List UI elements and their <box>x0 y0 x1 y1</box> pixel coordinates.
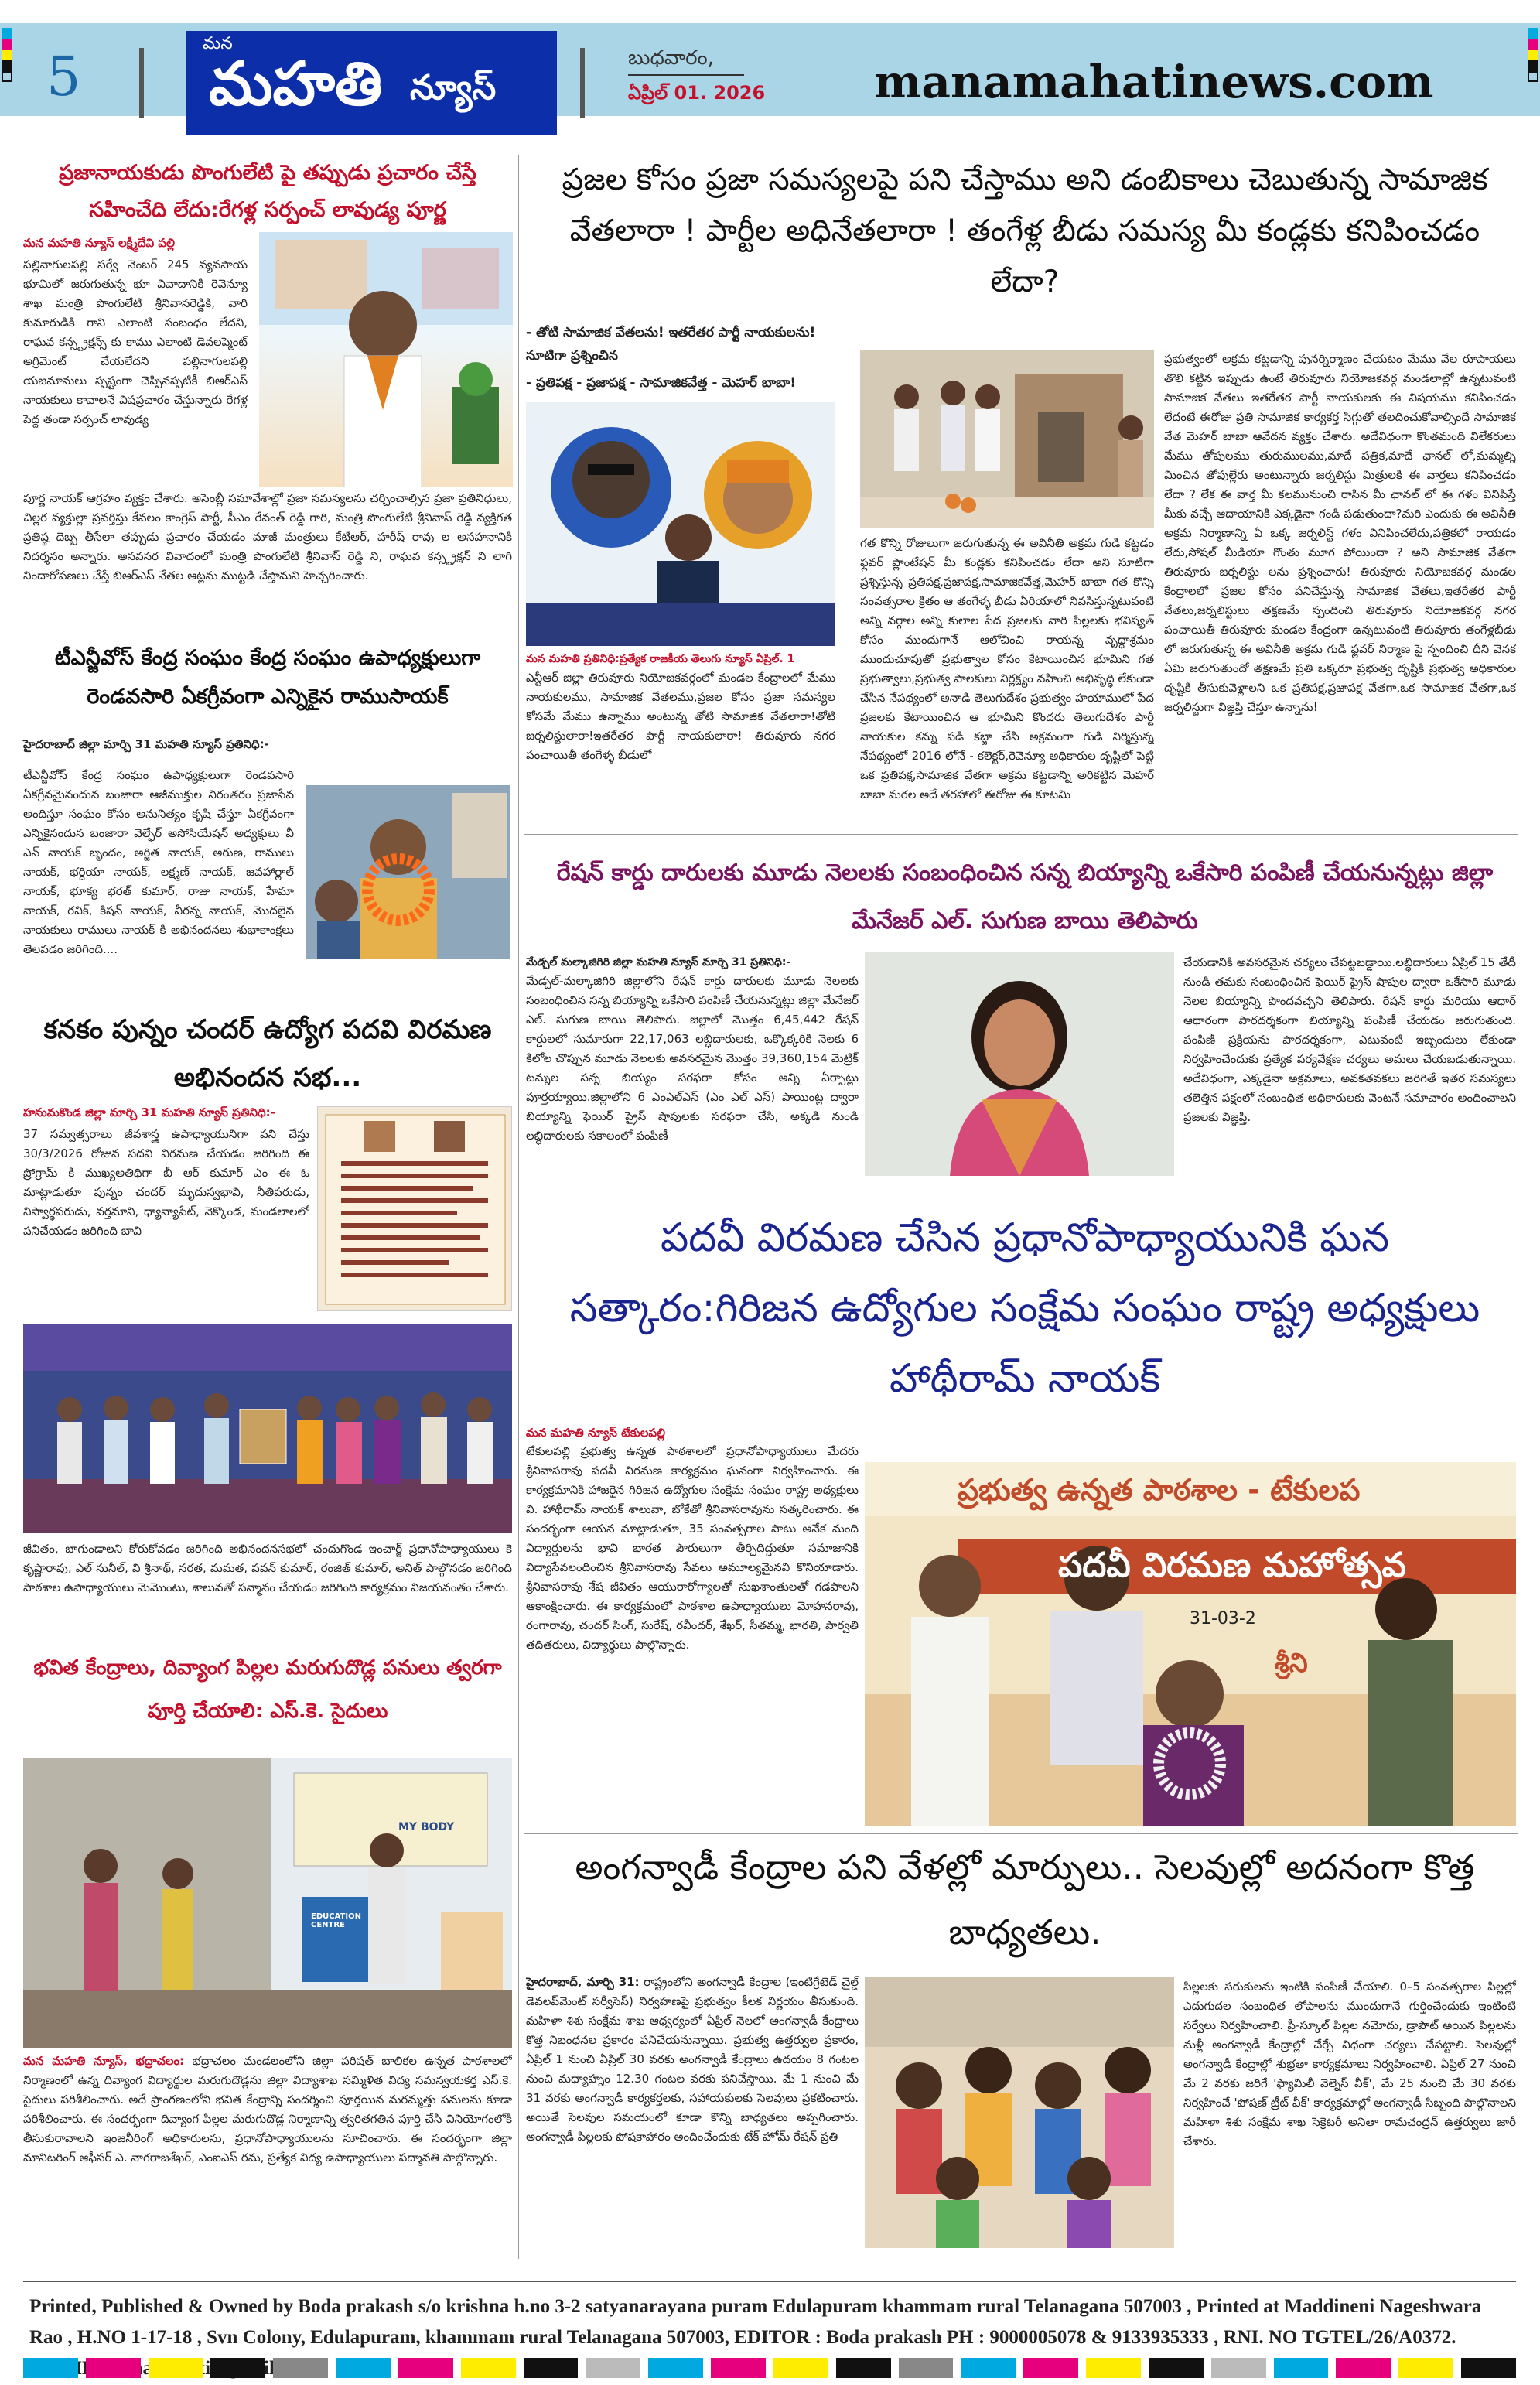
headline-headmaster-honour: పదవీ విరమణ చేసిన ప్రధానోపాధ్యాయునికి ఘన సత్కారం:గిరిజన ఉద్యోగుల సంక్షేమ సంఘం రాష్ట్ర అధ్యక్షులు హాథీరామ్ నాయక్ <box>569 1215 1480 1402</box>
footer-rule <box>23 2281 1516 2282</box>
logo-main-text: మహతి <box>209 50 383 119</box>
article-body: పూర్ణ నాయక్ ఆగ్రహం వ్యక్తం చేశారు. అసెంబ్లీ సమావేశాల్లో ప్రజా సమస్యలను చర్చించాల్సిన ప్రజా ప్రతినిధులు, చిల్లర వ్యక్తుల్లా ప్రవర్తిస్తు కేవలం కాంగ్రెస్ పార్టీ, సీఎం రేవంత్ రెడ్డి గారి, మంత్రి పొంగులేటి శ్రీనివాస్ రెడ్డి వ్యక్తిగత ప్రతిష్ఠ దెబ్బ తీసేలా తప్పుడు ప్రచారం చేయడం మాజీ మంత్రులు కేటీఆర్, హరీష్ రావు ల అసహనానికి నిదర్శనం అన్నారు. అనవసర వివాదంలో మంత్రి పొంగులేటి శ్రీనివాస్ రెడ్డి ని, రాఘవ కన్స్ట్రక్షన్ ని లాగి నిందారోపణలు చేస్తే బిఆర్ఎస్ నేతల ఆట్లను ముట్టడి చేస్తామని హెచ్చరించారు. <box>23 491 512 583</box>
section-rule <box>524 1833 1518 1834</box>
article-body: పల్లినాగులపల్లి సర్వే నెంబర్ 245 వ్యవసాయ భూమిలో జరుగుతున్న భూ వివాదానికి రెవెన్యూ శాఖ మంత్రి పొంగులేటి శ్రీనివాసరెడ్డికి, వారి కుమారుడికి గాని ఎలాంటి సంబంధం లేదని, రాఘవ కన్స్ట్రక్షన్స్ కు కాము ఎలాంటి డెవలప్మెంట్ అగ్రిమెంట్ చేయలేదని పల్లినాగులపల్లి యజమానులు స్పష్టంగా చెప్పినప్పటికీ బిఆర్ఎస్ నాయకులు కావాలనే విషప్రచారం చేస్తున్నారు రేగళ్ల పెద్ద తండా సర్పంచ్ లావుడ్య <box>23 258 248 426</box>
photo-sarpanch <box>259 232 513 487</box>
byline: హనుమకొండ జిల్లా మార్చి 31 మహతి న్యూస్ ప్రతినిధి:- <box>23 1105 275 1119</box>
byline: మేడ్చల్ మల్కాజిగిరి జిల్లా మహతి న్యూస్ మార్చి 31 ప్రతినిధి:- <box>526 956 791 969</box>
logo-news-text: న్యూస్ <box>410 68 497 108</box>
page-number: 5 <box>46 45 81 108</box>
column-divider <box>518 155 519 2259</box>
article-body <box>23 2052 512 2253</box>
website-url: manamahatinews.com <box>874 56 1434 108</box>
article-body <box>526 1973 859 2259</box>
byline: మన మహతి న్యూస్ లక్ష్మీదేవి పల్లి <box>23 236 176 250</box>
headline-pongulet: ప్రజానాయకుడు పొంగులేటి పై తప్పుడు ప్రచారం చేస్తే సహించేది లేదు:రేగళ్ల సర్పంచ్ లావుడ్య పూర్ణ <box>59 161 476 222</box>
article-body: 37 సమ్వత్సరాలు జీవశాస్త్ర ఉపాధ్యాయునిగా పని చేస్తు 30/3/2026 రోజున పదవి విరమణ చేయడం జరిగింది ఈ ప్రోగ్రామ్ కి ముఖ్యఅతిథిగా బీ ఆర్ కుమార్ ఎం ఈ ఓ మాట్లాడుతూ పున్నం చందర్ మృదుస్వభావి, నీతిపరుడు, నిస్వార్థపరుడు, వర్తమాని, ధ్యాన్యాపేట్, నెక్కొండ, మండలాలలో పనిచేయడం జరిగింది బావి <box>23 1127 309 1238</box>
section-rule <box>524 834 1518 835</box>
byline: మన మహతి న్యూస్, భద్రాచలం: <box>23 2054 185 2068</box>
photo-invitation <box>317 1106 512 1311</box>
headline-retirement: కనకం పున్నం చందర్ ఉద్యోగ పదవి విరమణ అభినందన సభ... <box>43 1014 492 1093</box>
photo-anganwadi-children <box>865 1977 1174 2248</box>
article-body: పిల్లలకు సరుకులను ఇంటికి పంపిణీ చేయాలి. 0–5 సంవత్సరాల పిల్లల్లో ఎదుగుదల సంబంధిత లోపాలను ముందుగానే గుర్తించేందుకు ఇంటింటి సర్వేలు నిర్వహించాలి. ప్రీ-స్కూల్ పిల్లల నమోదు, డ్రాపౌట్ అయిన పిల్లలను మళ్లీ అంగన్వాడీ కేంద్రాల్లో చేర్చే విధంగా చర్యలు చేపట్టాలి. సెలవుల్లో అంగన్వాడీ కేంద్రాల్లో శుభ్రతా కార్యక్రమాలు నిర్వహించాలి. ఏప్రిల్ 27 నుంచి మే 2 వరకు జరిగే 'ఫ్యామిలీ వెల్నెస్ వీక్', మే 25 నుంచి మే 30 వరకు నిర్వహించే 'పోషణ్ ట్రీట్ వీక్' కార్యక్రమాల్లో అంగన్వాడీ సిబ్బంది పాల్గొనాలని మహిళా శిశు సంక్షేమ శాఖ సెక్రెటరీ అనితా రామచంద్రన్ ఉత్తర్వులు జారీ చేశారు. <box>1183 1980 1516 2148</box>
article-body: ప్రభుత్వంలో అక్రమ కట్టడాన్ని పునర్నిర్మాణం చేయటం మేము వేల రూపాయలు తొలి కట్టిన ఇప్పుడు ఉంటే తిరువూరు నియోజకవర్గ మండలాల్లో ఉన్నటువంటి సామాజిక వేతలు ఇతరేతర పార్టీ నాయకులకు ఈ విషయము కనిపించడం లేదంటే ఈరోజు ప్రతి సామాజిక కార్యకర్త సిగ్గుతో తలదించుకోవాల్సిందే సామాజిక వేత మెహర్ బాబా ఆవేదన వ్యక్తం చేశారు. అదేవిధంగా కొంతమంది విలేకరులు మేము తోపులము తురుములము,మాదే పత్రిక,మాదే ఛానల్ లో,మమ్మల్ని మించిన తోపుల్లేరు అంటున్నారు జర్నలిస్టు మిత్రులకి ఈ వార్తలు కనిపించడం లేదా ? లేక ఈ వార్త మీ కలమునుంచి రాసిన మీ ఛానల్ లో ఈ గళం వినిపిస్తే మీకు వచ్చే ఆదాయానికి ఎక్కడైనా గండి పడుతుందా?మరి ఎందుకు ఈ అవినీతి అక్రమ నిర్మాణాన్ని ఏ ఒక్క జర్నలిస్ట్ గళం వినిపించలేదు,పత్రికలో రాయడం లేదు,సోషల్ మీడియా గొంతు మూగ పోయిందా ? అని సామాజిక వేతగా తిరువూరు జర్నలిస్టు లను ప్రశ్నించారు! తిరువూరు నియోజకవర్గ మండల కేంద్రాలలో ప్రజల కోసం పనిచేస్తున్న సామాజిక వేతలు,ఇతరేతర పార్టీ వేతలు,జర్నలిస్టులు తక్షణమే స్పందించి తిరువూరు నియోజకవర్గ నగర పంచాయితీ తిరువూరు మండల కేంద్రంగా ఉన్నటువంటి తిరువూరు తంగేళ్లబీడు లో జరుగుతున్న ఈ అవినీతి అక్రమ గుడి ఫ్లవర్ నిర్మాణ పై స్పందించి దీని వెనక ఏమి జరుగుతుందో తక్షణమే ప్రతి ఒక్కరూ ప్రభుత్వ దృష్టికి ప్రభుత్వ అధికారుల దృష్టికి తీసుకువెళ్లాలని ఒక ప్రతిపక్ష,ప్రజాపక్ష వేతగా,ఒక సామాజిక వేతగా,ఒక జర్నలిస్టుగా విజ్ఞప్తి చేస్తూ ఉన్నాను! <box>1164 352 1516 714</box>
photo-suguna-bai <box>865 952 1174 1176</box>
headline-tangella-beedu: ప్రజల కోసం ప్రజా సమస్యలపై పని చేస్తాము అని డంబికాలు చెబుతున్న సామాజిక వేతలారా ! పార్టీల అధినేతలారా ! తంగేళ్ల బీడు సమస్య మీ కండ్లకు కనిపించడం లేదా? <box>562 162 1488 299</box>
article-body: జీవితం, బాగుండాలని కోరుకోవడం జరిగింది అభినందనసభలో చందుగొండ ఇంచార్జ్ ప్రధానోపాధ్యాయులు కె కృష్ణారావు, ఎల్ సునీల్, వి శ్రీనాథ్, నరత, మమత, పవన్ కుమార్, రంజిత్ కుమార్, అనిత్ పాల్గొనడం జరిగింది పాఠశాల ఉపాధ్యాయులు మెమొంటు, శాలువతో సన్మానం చేయడం జరిగింది కార్యక్రమం విజయవంతం చేశారు. <box>23 1542 512 1594</box>
registration-mark-right <box>1528 28 1538 93</box>
article-text: రాష్ట్రంలోని అంగన్వాడీ కేంద్రాల (ఇంటిగ్రేటెడ్ చైల్డ్ డెవలప్‌మెంట్ సర్వీసెస్) నిర్వహణపై ప్రభుత్వం కీలక నిర్ణయం తీసుకుంది. మహిళా శిశు సంక్షేమ శాఖ ఆధ్వర్యంలో ఏప్రిల్ నెలలో అంగన్వాడీ కేంద్రాలు కొత్త నిబంధనల ప్రకారం పనిచేయనున్నాయి. ప్రభుత్వ ఉత్తర్వుల ప్రకారం, ఏప్రిల్ 1 నుంచి ఏప్రిల్ 30 వరకు అంగన్వాడీ కేంద్రాలు ఉదయం 8 గంటల నుంచి మధ్యాహ్నం 12.30 గంటల వరకు పనిచేస్తాయి. మే 1 నుంచి మే 31 వరకు అంగన్వాడీ కార్యకర్తలకు, సహాయకులకు సెలవులు ప్రకటించారు. అయితే సెలవుల సమయంలో కూడా కొన్ని బాధ్యతలు అప్పగించారు. అంగన్వాడీ పిల్లలకు పోషకాహారం అందించేందుకు టేక్ హోమ్ రేషన్ ప్రతి <box>526 1975 859 2144</box>
masthead-divider <box>580 48 585 118</box>
deck-line: - తోటి సామాజిక వేతలను! ఇతరేతర పార్టీ నాయకులను!సూటిగా ప్రశ్నించిన <box>526 325 816 364</box>
banner-text: పదవీ విరమణ మహోత్సవ <box>1058 1546 1406 1585</box>
headline-bhavita: భవిత కేంద్రాలు, దివ్యాంగ పిల్లల మరుగుదొడ్ల పనులు త్వరగా పూర్తి చేయాలి: ఎస్.కె. సైదులు <box>33 1656 502 1723</box>
masthead-divider <box>139 48 144 118</box>
photo-bhavita-centre <box>23 1758 512 2048</box>
photo-ramunayak <box>306 785 510 959</box>
banner-name: శ్రీని <box>1275 1648 1308 1679</box>
headline-tngos: టీఎన్జీవోస్ కేంద్ర సంఘం కేంద్ర సంఘం ఉపాధ్యక్షులుగా రెండవసారి ఏకగ్రీవంగా ఎన్నికైన రాముసాయక్ <box>54 646 481 709</box>
article-body: గత కొన్ని రోజులుగా జరుగుతున్న ఈ అవినీతి అక్రమ గుడి కట్టడం ఫ్లవర్ ప్లాంటేషన్ మీ కండ్లకు కనిపించడం లేదా అని సూటిగా ప్రశ్నిస్తున్న ప్రతిపక్ష,ప్రజాపక్ష,సామాజికవేత్త,మెహర్ బాబా గత కొన్ని సంవత్సరాల క్రితం ఆ తంగేళ్ళ బీడు ఏరియాలో నివసిస్తున్నటువంటి అన్ని వర్గాల అన్ని కులాల పేద ప్రజలకు వారి పిల్లలకు భవిష్యత్ కోసం ముందుగానే ఆలోచించి రాయన్న వృద్ధాశ్రమం ముందుచూపుతో ప్రభుత్వాల కోసం కేటాయించిన భూమిని గత ప్రభుత్వాలు,ప్రభుత్వ పాలకులు నిర్లక్ష్యం వహించి అభివృద్ధి లేకుండా చేసిన నేపథ్యంలో అనాడి తెలుగుదేశం ప్రభుత్వం హయాములో పేద ప్రజలకు కేటాయించిన ఆ భూమిని కొందరు తెలుగుదేశం పార్టీ నాయకుల కన్ను పడి కబ్జా చేసి అక్రమంగా గుడి నిర్మిస్తున్న నేపథ్యంలో 2016 లోనే - కలెక్టర్,రెవెన్యూ అధికారుల దృష్టిలో పెట్టి ఒక ప్రతిపక్ష,సామాజిక వేతగా అక్రమ కట్టడాన్ని అరికట్టిన మెహర్ బాబా మరల అదే తరహాలో ఈరోజు ఈ కూటమి <box>860 536 1154 801</box>
article-body <box>526 1423 859 1826</box>
headline-ration-rice: రేషన్ కార్డు దారులకు మూడు నెలలకు సంబంధించిన సన్న బియ్యాన్ని ఒకేసారి పంపిణీ చేయనున్నట్లు జిల్లా మేనేజర్ ఎల్. సుగుణ బాయి తెలిపారు <box>556 859 1494 935</box>
article-body: చేయడానికి అవసరమైన చర్యలు చేపట్టబడ్డాయి.లబ్ధిదారులు ఏప్రిల్ 15 తేదీ నుండి తమకు సంబంధించిన ఫెయిర్ ప్రైస్ షాపుల ద్వారా ఒకేసారి మూడు నెలల బియ్యాన్ని పొందవచ్చని తెలిపారు. రేషన్ కార్డు మరియు ఆధార్ ఆధారంగా పారదర్శకంగా బియ్యాన్ని పంపిణీ చేయడం జరుగుతుంది. పంపిణీ ప్రక్రియను పారదర్శకంగా, ఎటువంటి ఇబ్బందులు లేకుండా నిర్వహించేందుకు ప్రత్యేక పర్యవేక్షణ చర్యలు అమలు చేయబడుతున్నాయి. అదేవిధంగా, ఎక్కడైనా అక్రమాలు, అవకతవకలు జరిగితే ఇతర సమస్యలు తలెత్తిన పక్షంలో సంబంధిత అధికారులకు వెంటనే సమాచారం అందించాలని ప్రజలకు విజ్ఞప్తి. <box>1183 955 1516 1124</box>
article-body: ఎన్టీఆర్ జిల్లా తిరువూరు నియోజకవర్గంలో మండల కేంద్రాలలో మేము నాయకులము, సామాజిక వేతలము,ప్రజల కోసం ప్రజా సమస్యల కోసమే మేము ఉన్నాము అంటున్న తోటి సామాజిక వేతలారా!తోటి జర్నలిస్టులారా!ఇతరేతర పార్టీ నాయకులారా! తిరువూరు నగర పంచాయితీ తంగేళ్ళ బీడులో <box>526 671 835 762</box>
deck-line: - ప్రతిపక్ష - ప్రజాపక్ష - సామాజికవేత్త - మెహర్ బాబా! <box>526 375 797 391</box>
masthead <box>0 0 1540 119</box>
registration-mark-left <box>2 28 12 93</box>
banner-text: ప్రభుత్వ ఉన్నత పాఠశాల - టేకులప <box>958 1473 1361 1507</box>
byline: హైదరాబాద్, మార్చి 31: <box>526 1975 640 1989</box>
banner-date: 31-03-2 <box>1190 1609 1256 1628</box>
article-body-cont <box>23 962 512 1003</box>
issue-date: ఏప్రిల్ 01. 2026 <box>628 82 766 104</box>
byline: హైదరాబాద్ జిల్లా మార్చి 31 మహతి న్యూస్ ప్రతినిధి:- <box>23 737 269 751</box>
imprint-line: Printed, Published & Owned by Boda prakash s/o krishna h.no 3-2 satyanarayana puram Edulapuram khammam rural Telanagana 507003 , Printed at Maddineni Nageshwara Rao , H.NO 1-17-18 , Svn Colony, Edulapuram, khammam rural Telanagana 507003, EDITOR : Boda prakash PH : 9000005078 & 9133935333 , RNI. NO TGTEL/26/A0372. manamahati@gmail.com <box>29 2296 1482 2379</box>
article-text: భద్రాచలం మండలంలోని జిల్లా పరిషత్ బాలికల ఉన్నత పాఠశాలలో నిర్మాణంలో ఉన్న దివ్యాంగ విద్యార్థుల మరుగుదొడ్లను జిల్లా విద్యాశాఖ సమ్మిళిత విద్య సమన్వయకర్త ఎస్.కె. సైదులు పరిశీలించారు. అదే ప్రాంగణంలోని భవిత కేంద్రాన్ని సందర్శించి పూర్తయిన మరమ్మత్తు పనులను కూడా పరిశీలించారు. ఈ సందర్భంగా దివ్యాంగ పిల్లల మరుగుదొడ్ల నిర్మాణాన్ని త్వరితగతిన పూర్తి చేసి వినియోగంలోకి తీసుకురావాలని ఇంజనీరింగ్ అధికారులను, ప్రధానోపాధ్యాయులను సూచించారు. ఈ సందర్భంగా జిల్లా మానిటరింగ్ ఆఫీసర్ ఎ. నాగరాజశేఖర్, ఎంఐఎస్ రమ, ప్రత్యేక విద్య ఉపాధ్యాయులు పద్మావతి పాల్గొన్నారు. <box>23 2054 512 2165</box>
article-text: టేకులపల్లి ప్రభుత్వ ఉన్నత పాఠశాలలో ప్రధానోపాధ్యాయులు మేదరు శ్రీనివాసరావు పదవీ విరమణ కార్యక్రమం ఘనంగా నిర్వహించారు. ఈ కార్యక్రమానికి హాజరైన గిరిజన ఉద్యోగుల సంక్షేమ సంఘం రాష్ట్ర అధ్యక్షులు వి. హాథీరామ్ నాయక్ శాలువా, బోకేతో శ్రీనివాసరావును సత్కరించారు. ఈ సందర్భంగా ఆయన మాట్లాడుతూ, 35 సంవత్సరాల పాటు అనేక మంది విద్యార్థులను భావి భారత పౌరులుగా తీర్చిదిద్దుతూ సమాజానికి విద్యాసేవలందించిన శ్రీనివాసరావు సేవలు అమూల్యమైనవి కొనియాడారు. శ్రీనివాసరావు శేష జీవితం ఆయురారోగ్యాలతో సుఖశాంతులతో గడపాలని ఆకాంక్షించారు. ఈ కార్యక్రమంలో పాఠశాల ఉపాధ్యాయులు మోహనరావు, రంగారావు, చందర్ సింగ్, సురేష్, రవీందర్, శేఖర్, సీతమ్మ, భారతి, పార్వతి తదితరులు, విద్యార్థులు పాల్గొన్నారు. <box>526 1444 859 1652</box>
date-rule <box>628 74 744 76</box>
byline: మన మహతి న్యూస్ టేకులపల్లి <box>526 1426 666 1440</box>
logo-small-text: మన <box>203 34 233 53</box>
article-body: మేడ్చల్-మల్కాజిగిరి జిల్లాలోని రేషన్ కార్డు దారులకు మూడు నెలలకు సంబంధించిన సన్న బియ్యాన్ని ఒకేసారి పంపిణీ చేయనున్నట్లు జిల్లా మేనేజర్ ఎల్. సుగుణ బాయి తెలిపారు. జిల్లాలో మొత్తం 6,45,442 రేషన్ కార్డులలో సుమారుగా 22,17,063 లబ్ధిదారులకు, ఒక్కొక్కరికి నెలకు 6 కిలోల చొప్పున మూడు నెలలకు అవసరమైన మొత్తం 39,360,154 మెట్రిక్ టన్నుల సన్న బియ్యం సరఫరా కోసం అన్ని ఏర్పాట్లు పూర్తయ్యాయి.జిల్లాలోని 6 ఎంఎల్ఎస్ (ఎం ఎల్ ఎస్) పాయింట్ల ద్వారా బియ్యాన్ని ఫెయిర్ ప్రైస్ షాపులకు సరఫరా చేసి, అక్కడి నుండి లబ్ధిదారులకు సకాలంలో పంపిణీ <box>526 974 859 1143</box>
byline: మన మహతి ప్రతినిధి:ప్రత్యేక రాజకీయ తెలుగు న్యూస్ ఏప్రిల్. 1 <box>526 653 795 665</box>
photo-felicitation <box>865 1462 1516 1826</box>
photo-leaders-poster <box>526 402 835 646</box>
article-body: టీఎన్జీవోస్ కేంద్ర సంఘం ఉపాధ్యక్షులుగా రెండవసారి ఏకగ్రీవమైనందున బంజారా ఆజీముక్తుల నిరంతరం ప్రజాసేవ అందిస్తూ సంఘం కోసం అనునిత్యం కృషి చేస్తూ ఏకగ్రీవంగా ఎన్నికైనందున బంజారా వెల్ఫేర్ అసోసియేషన్ అధ్యక్షులు వీ ఎన్ నాయక్ బృందం, అర్జిత నాయక్, అరుణ, రాములు నాయక్, భర్దియా నాయక్, లక్ష్మణ్ నాయక్, జవహార్లాల్ నాయక్, భూక్య భరత్ కుమార్, రాజు నాయక్, హేమా నాయక్, రవిక్, కిషన్ నాయక్, వీరన్న నాయక్, మొదలైన నాయకులు రాములు నాయక్ కి అభినందనలు శుభాకాంక్షలు తెలపడం జరిగింది.... <box>23 768 294 956</box>
board-label: EDUCATION CENTRE <box>311 1912 361 1929</box>
photo-ceremony-stage <box>23 1324 512 1533</box>
board-label: MY BODY <box>398 1821 455 1833</box>
issue-day: బుధవారం, <box>628 46 714 70</box>
color-registration-bar <box>23 2358 1516 2378</box>
photo-temple-site <box>860 350 1154 528</box>
headline-anganwadi: అంగన్వాడీ కేంద్రాల పని వేళల్లో మార్పులు.. సెలవుల్లో అదనంగా కొత్త బాధ్యతలు. <box>575 1847 1475 1953</box>
